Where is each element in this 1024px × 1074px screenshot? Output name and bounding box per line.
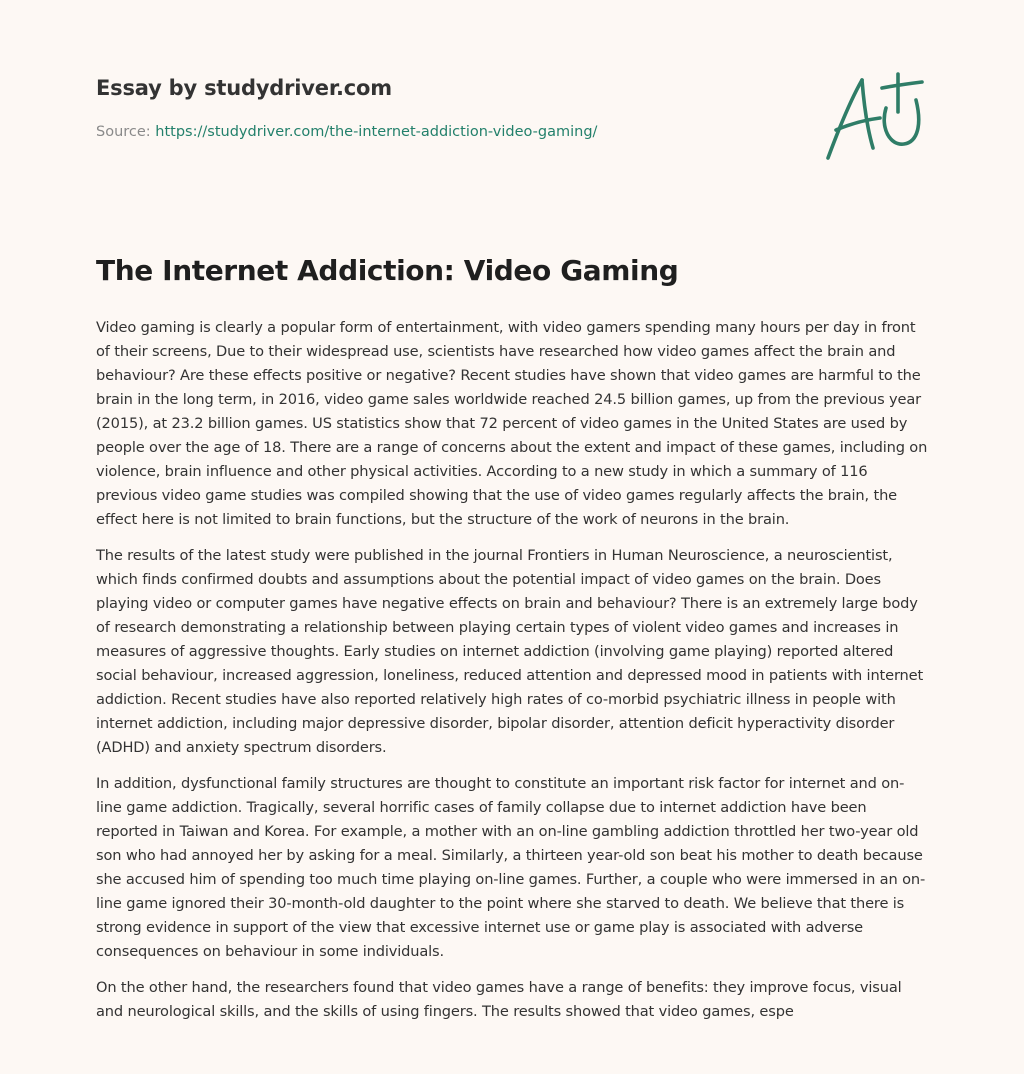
a-plus-icon (818, 66, 930, 166)
source-link[interactable]: https://studydriver.com/the-internet-addiction-video-gaming/ (155, 124, 598, 140)
article-paragraph: The results of the latest study were published in the journal Frontiers in Human Neuroscience, a neuroscientist, which finds confirmed doubts and assumptions about the potential impact of video games on the brain. Does playing video or computer games have negative effects on brain and behaviour? There is an extremely large body of research demonstrating a relationship between playing certain types of violent video games and increases in measures of aggressive thoughts. Early studies on internet addiction (involving game playing) reported altered social behaviour, increased aggression, loneliness, reduced attention and depressed mood in patients with internet addiction. Recent studies have also reported relatively high rates of co-morbid psychiatric illness in people with internet addiction, including major depressive disorder, bipolar disorder, attention deficit hyperactivity disorder (ADHD) and anxiety spectrum disorders. (96, 547, 924, 756)
brand-heading: Essay by studydriver.com (96, 76, 392, 100)
article-body (96, 316, 928, 1036)
article-title: The Internet Addiction: Video Gaming (96, 254, 679, 287)
source-line (96, 124, 597, 140)
article-paragraph: On the other hand, the researchers found that video games have a range of benefits: they improve focus, visual and neurological skills, and the skills of using fingers. The results showed that video games, espe (96, 979, 902, 1020)
source-label: Source: (96, 124, 156, 140)
article-paragraph: In addition, dysfunctional family structures are thought to constitute an important risk factor for internet and on-line game addiction. Tragically, several horrific cases of family collapse due to internet addiction have been reported in Taiwan and Korea. For example, a mother with an on-line gambling addiction throttled her two-year old son who had annoyed her by asking for a meal. Similarly, a thirteen year-old son beat his mother to death because she accused him of spending too much time playing on-line games. Further, a couple who were immersed in an on-line game ignored their 30-month-old daughter to the point where she starved to death. We believe that there is strong evidence in support of the view that excessive internet use or game play is associated with adverse consequences on behaviour in some individuals. (96, 775, 926, 960)
article-paragraph: Video gaming is clearly a popular form of entertainment, with video gamers spending many hours per day in front of their screens, Due to their widespread use, scientists have researched how video games affect the brain and behaviour? Are these effects positive or negative? Recent studies have shown that video games are harmful to the brain in the long term, in 2016, video game sales worldwide reached 24.5 billion games, up from the previous year (2015), at 23.2 billion games. US statistics show that 72 percent of video games in the United States are used by people over the age of 18. There are a range of concerns about the extent and impact of these games, including on violence, brain influence and other physical activities. According to a new study in which a summary of 116 previous video game studies was compiled showing that the use of video games regularly affects the brain, the effect here is not limited to brain functions, but the structure of the work of neurons in the brain. (96, 319, 928, 528)
